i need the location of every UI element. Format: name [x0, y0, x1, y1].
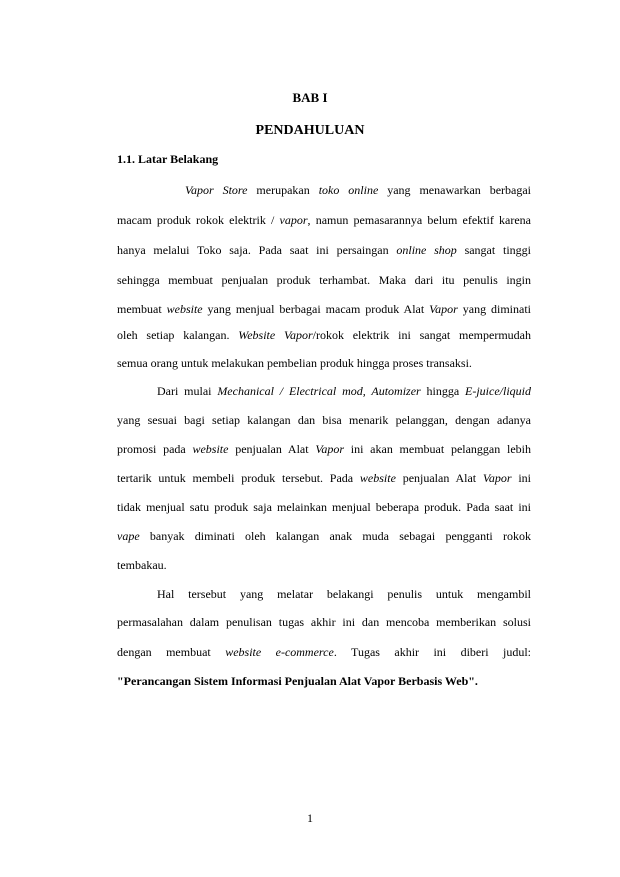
text-run: tembakau. [117, 558, 167, 572]
text-run: yang menjual berbagai macam produk Alat [202, 302, 430, 316]
paragraph-line [157, 384, 531, 398]
text-run: macam produk rokok elektrik / [117, 213, 280, 227]
text-run: sangat tinggi [456, 243, 531, 257]
chapter-number: BAB I [292, 90, 328, 105]
text-run: yang menawarkan berbagai [378, 183, 532, 197]
text-run: ini [511, 471, 532, 485]
italic-run: website [192, 442, 229, 456]
italic-run: toko online [318, 183, 379, 197]
thesis-title-line [117, 674, 531, 688]
italic-run: Vapor [315, 442, 345, 456]
text-run: yang sesuai bagi setiap kalangan dan bisa menarik pelanggan, dengan adanya [117, 413, 531, 427]
text-run: merupakan [247, 183, 319, 197]
text-run: "Perancangan Sistem Informasi Penjualan Alat Vapor Berbasis Web". [117, 674, 478, 688]
paragraph-line [117, 328, 531, 342]
text-run: oleh setiap kalangan. [117, 328, 239, 342]
text-run: banyak diminati oleh kalangan anak muda sebagai pengganti rokok [139, 529, 531, 543]
italic-run: Vapor [429, 302, 458, 316]
paragraph-line [117, 529, 531, 543]
text-run: membuat [117, 302, 167, 316]
text-run: semua orang untuk melakukan pembelian produk hingga proses transaksi. [117, 356, 472, 370]
text-run: hingga [420, 384, 465, 398]
paragraph-line [117, 413, 531, 427]
paragraph-line [117, 615, 531, 629]
italic-run: website e-commerce [225, 645, 334, 659]
italic-run: vapor [279, 213, 308, 227]
text-run: Hal tersebut yang melatar belakangi penulis untuk mengambil [157, 587, 531, 601]
page-number: 1 [307, 811, 313, 825]
section-heading: 1.1. Latar Belakang [117, 152, 219, 166]
italic-run: vape [117, 529, 140, 543]
italic-run: Vapor [482, 471, 512, 485]
text-run: . Tugas akhir ini diberi judul: [333, 645, 531, 659]
italic-run: Mechanical / Electrical mod, Automizer [217, 384, 421, 398]
italic-run: E-juice/liquid [465, 384, 531, 398]
text-run: penjualan Alat [228, 442, 316, 456]
text-run: sehingga membuat penjualan produk terhambat. Maka dari itu penulis ingin [117, 273, 531, 287]
paragraph-line [117, 645, 531, 659]
paragraph-line [117, 558, 531, 572]
text-run: tidak menjual satu produk saja melainkan menjual beberapa produk. Pada saat ini [117, 500, 531, 514]
text-run: penjualan Alat [395, 471, 483, 485]
paragraph-line [185, 183, 531, 197]
italic-run: Website Vapor [238, 328, 313, 342]
text-run: ini akan membuat pelanggan lebih [344, 442, 531, 456]
text-run: , namun pemasarannya belum efektif karena [307, 213, 532, 227]
text-run: yang diminati [457, 302, 532, 316]
text-run: Dari mulai [157, 384, 218, 398]
paragraph-line [117, 471, 531, 485]
paragraph-line [117, 442, 531, 456]
text-run: hanya melalui Toko saja. Pada saat ini persaingan [117, 243, 397, 257]
text-run: dengan membuat [117, 645, 226, 659]
text-run: permasalahan dalam penulisan tugas akhir ini dan mencoba memberikan solusi [117, 615, 531, 629]
paragraph-line [157, 587, 531, 601]
italic-run: website [359, 471, 396, 485]
chapter-title: PENDAHULUAN [255, 123, 365, 138]
paragraph-line [117, 243, 531, 257]
paragraph-line [117, 500, 531, 514]
paragraph-line [117, 213, 531, 227]
paragraph-line [117, 302, 531, 316]
italic-run: website [166, 302, 203, 316]
paragraph-line [117, 356, 531, 370]
text-run: tertarik untuk membeli produk tersebut. Pada [117, 471, 360, 485]
italic-run: Vapor Store [185, 183, 248, 197]
text-run: promosi pada [117, 442, 193, 456]
paragraph-line [117, 273, 531, 287]
text-run: /rokok elektrik ini sangat mempermudah [312, 328, 531, 342]
italic-run: online shop [396, 243, 457, 257]
